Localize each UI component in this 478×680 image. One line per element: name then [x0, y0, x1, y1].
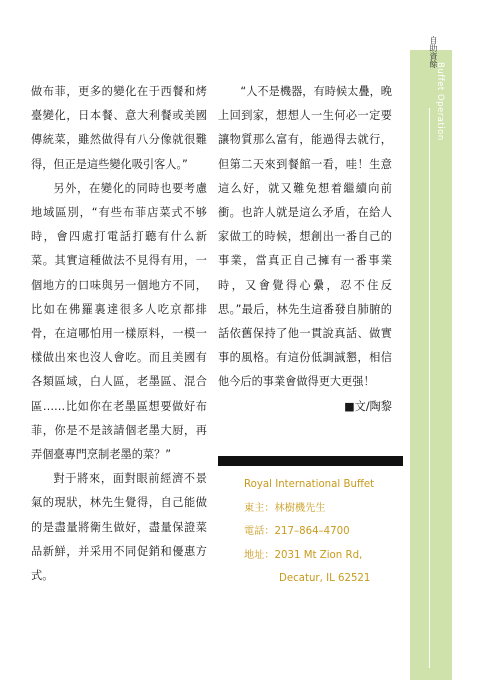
- address-line-2: Decatur, IL 62521: [279, 573, 371, 585]
- paragraph: “人不是機器，有時候太疊，晚上回到家，想想人一生何必一定要讓物質那么富有，能過得去就行，但第二天來到餐館一看，哇！生意這么好，就又難免想着繼續向前衝。也許人就是這么矛盾，在給人家做工的時候，想創出一番自己的事業，當真正自己擁有一番事業時，又會覺得心纍，忍不住反思。”最后，林先生這番發自肺腑的話依舊保持了他一貫說真話、做實事的風格。有這份低調誠懇，相信他今后的事業會做得更大更强！: [218, 85, 392, 389]
- address-line: 地址：2031 Mt Zion Rd,: [244, 549, 363, 561]
- paragraph: 做布菲，更多的變化在于西餐和烤臺變化，日本餐、意大利餐或美國傳統菜，雖然做得有八分像就很難得，但正是這些變化吸引客人。”: [31, 85, 207, 171]
- section-title: 自助資餘: [429, 36, 438, 68]
- paragraph: 對于將來，面對眼前經濟不景氣的現狀，林先生覺得，自己能做的是盡量將衛生做好，盡量保證菜品新鮮，并采用不同促銷和優惠方式。: [31, 472, 207, 583]
- sidebar-divider-line: [429, 108, 430, 668]
- owner-line: 東主：林樹機先生: [244, 502, 326, 514]
- section-subtitle: Buffet Operation: [435, 62, 445, 141]
- info-box-header-bar: [218, 456, 403, 466]
- sidebar-strip: [410, 0, 452, 680]
- phone-line: 電話：217–864–4700: [244, 526, 350, 538]
- article-column-left: [31, 80, 207, 588]
- byline: ■文/陶黎: [344, 399, 392, 413]
- restaurant-info-box: [244, 473, 374, 591]
- paragraph: 另外，在變化的同時也要考慮地域區別，“有些布菲店菜式不够時，會四處打電話打聽有什么新菜。其實這種做法不見得有用，一個地方的口味與另一個地方不同，比如在佛羅裏達很多人吃京都排骨，在這哪怕用一樣原料，一模一樣做出來也沒人會吃。而且美國有各類區域，白人區，老墨區、混合區……比如你在老墨區想要做好布菲，你是不是該請個老墨大厨，再弄個臺專門烹制老墨的菜？”: [31, 181, 207, 462]
- article-column-middle: [218, 80, 392, 419]
- restaurant-name: Royal International Buffet: [244, 479, 375, 490]
